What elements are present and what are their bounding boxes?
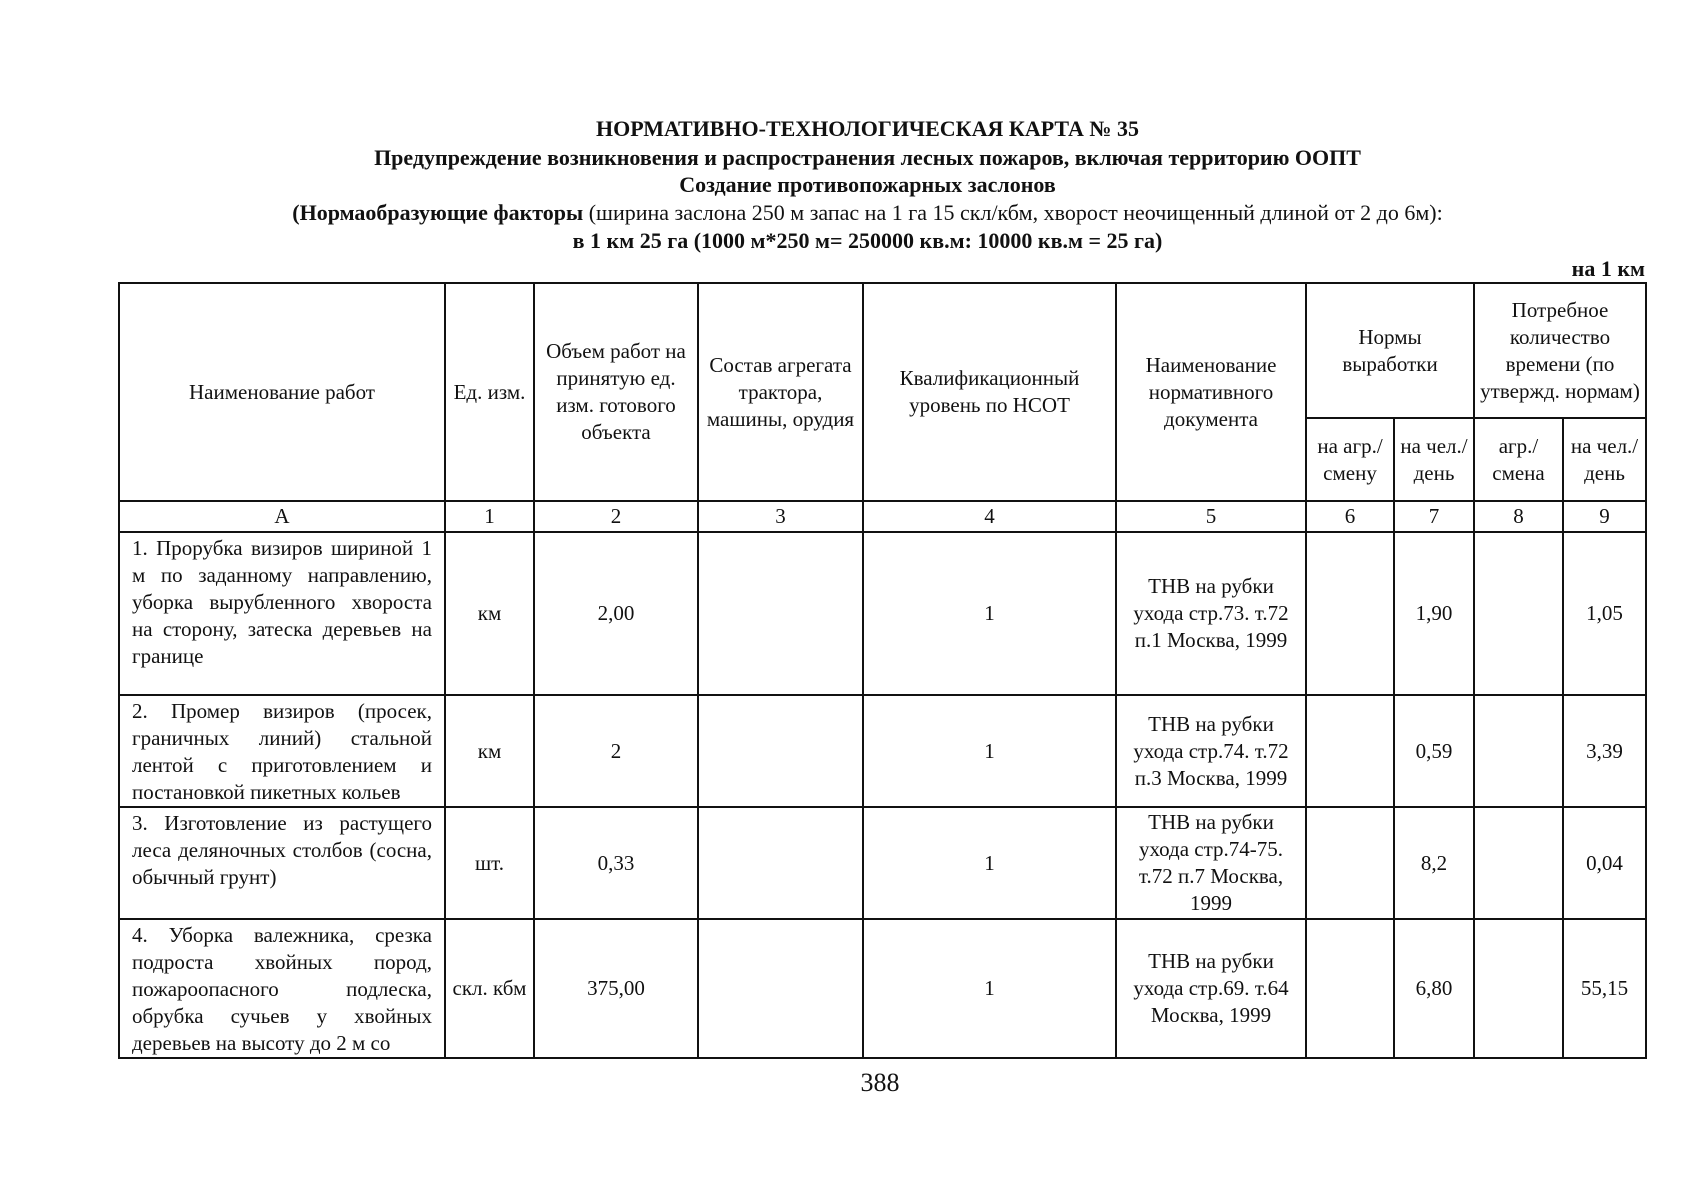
header-qualification: Квалификационный уровень по НСОТ	[863, 283, 1116, 501]
time-man-cell: 55,15	[1563, 919, 1646, 1058]
volume-cell: 2	[534, 695, 698, 807]
header-document: Наименование нормативного документа	[1116, 283, 1306, 501]
volume-cell: 375,00	[534, 919, 698, 1058]
time-agr-cell	[1474, 695, 1563, 807]
col-number: 4	[863, 501, 1116, 532]
page-number: 388	[860, 1068, 900, 1097]
work-name-cell: 1. Прорубка визиров шириной 1 м по заданному направлению, уборка вырубленного хвороста на сторону, затеска деревьев на границе	[119, 532, 445, 695]
factors-line	[100, 200, 1635, 226]
col-number: 6	[1306, 501, 1394, 532]
header-row-1	[119, 283, 1646, 418]
col-number: 9	[1563, 501, 1646, 532]
work-name-cell: 2. Промер визиров (просек, граничных линий) стальной лентой с приготовлением и постановкой пикетных кольев	[119, 695, 445, 807]
header-composition: Состав агрегата трактора, машины, орудия	[698, 283, 863, 501]
time-man-cell: 3,39	[1563, 695, 1646, 807]
norm-agr-cell	[1306, 807, 1394, 919]
table-row	[119, 919, 1646, 1058]
table-row	[119, 695, 1646, 807]
norm-agr-cell	[1306, 695, 1394, 807]
qualification-cell: 1	[863, 807, 1116, 919]
col-number: 2	[534, 501, 698, 532]
table-row	[119, 807, 1646, 919]
col-number: 3	[698, 501, 863, 532]
document-cell: ТНВ на рубки ухода стр.74-75. т.72 п.7 Москва, 1999	[1116, 807, 1306, 919]
composition-cell	[698, 532, 863, 695]
qualification-cell: 1	[863, 532, 1116, 695]
time-agr-cell	[1474, 807, 1563, 919]
header-unit: Ед. изм.	[445, 283, 534, 501]
time-man-cell: 1,05	[1563, 532, 1646, 695]
card-title: НОРМАТИВНО-ТЕХНОЛОГИЧЕСКАЯ КАРТА № 35	[595, 116, 1139, 141]
qualification-cell: 1	[863, 919, 1116, 1058]
norm-man-cell: 8,2	[1394, 807, 1474, 919]
composition-cell	[698, 919, 863, 1058]
norm-agr-cell	[1306, 919, 1394, 1058]
col-number: 7	[1394, 501, 1474, 532]
header-norms-agr: на агр./ смену	[1306, 418, 1394, 501]
header-work-name: Наименование работ	[119, 283, 445, 501]
qualification-cell: 1	[863, 695, 1116, 807]
col-number: А	[119, 501, 445, 532]
norm-man-cell: 6,80	[1394, 919, 1474, 1058]
unit-cell: км	[445, 532, 534, 695]
col-number: 5	[1116, 501, 1306, 532]
norms-table	[118, 282, 1647, 1059]
time-agr-cell	[1474, 532, 1563, 695]
col-number: 8	[1474, 501, 1563, 532]
factors-text: (ширина заслона 250 м запас на 1 га 15 скл/кбм, хворост неочищенный длиной от 2 до 6м):	[583, 200, 1443, 225]
work-name-cell: 3. Изготовление из растущего леса деляночных столбов (сосна, обычный грунт)	[119, 807, 445, 919]
norm-agr-cell	[1306, 532, 1394, 695]
document-cell: ТНВ на рубки ухода стр.69. т.64 Москва, 1999	[1116, 919, 1306, 1058]
header-time-agr: агр./ смена	[1474, 418, 1563, 501]
unit-cell: шт.	[445, 807, 534, 919]
norm-man-cell: 1,90	[1394, 532, 1474, 695]
factors-label: (Нормаобразующие факторы	[292, 200, 584, 225]
composition-cell	[698, 807, 863, 919]
time-man-cell: 0,04	[1563, 807, 1646, 919]
col-number: 1	[445, 501, 534, 532]
header-time-man: на чел./ день	[1563, 418, 1646, 501]
card-subtitle: Предупреждение возникновения и распространения лесных пожаров, включая территорию ООПТ	[374, 145, 1361, 170]
unit-cell: км	[445, 695, 534, 807]
column-number-row	[119, 501, 1646, 532]
unit-cell: скл. кбм	[445, 919, 534, 1058]
volume-cell: 2,00	[534, 532, 698, 695]
composition-cell	[698, 695, 863, 807]
document-cell: ТНВ на рубки ухода стр.73. т.72 п.1 Москва, 1999	[1116, 532, 1306, 695]
area-calculation: в 1 км 25 га (1000 м*250 м= 250000 кв.м: 10000 кв.м = 25 га)	[572, 228, 1163, 253]
header-norms: Нормы выработки	[1306, 283, 1474, 418]
time-agr-cell	[1474, 919, 1563, 1058]
header-norms-man: на чел./ день	[1394, 418, 1474, 501]
header-volume: Объем работ на принятую ед. изм. готового объекта	[534, 283, 698, 501]
work-name-cell: 4. Уборка валежника, срезка подроста хвойных пород, пожароопасного подлеска, обрубка сучьев у хвойных деревьев на высоту до 2 м со	[119, 919, 445, 1058]
norm-man-cell: 0,59	[1394, 695, 1474, 807]
card-subtitle-2: Создание противопожарных заслонов	[679, 172, 1056, 197]
unit-note: на 1 км	[1571, 256, 1645, 281]
table-row	[119, 532, 1646, 695]
header-time: Потребное количество времени (по утвержд. нормам)	[1474, 283, 1646, 418]
document-cell: ТНВ на рубки ухода стр.74. т.72 п.3 Москва, 1999	[1116, 695, 1306, 807]
volume-cell: 0,33	[534, 807, 698, 919]
